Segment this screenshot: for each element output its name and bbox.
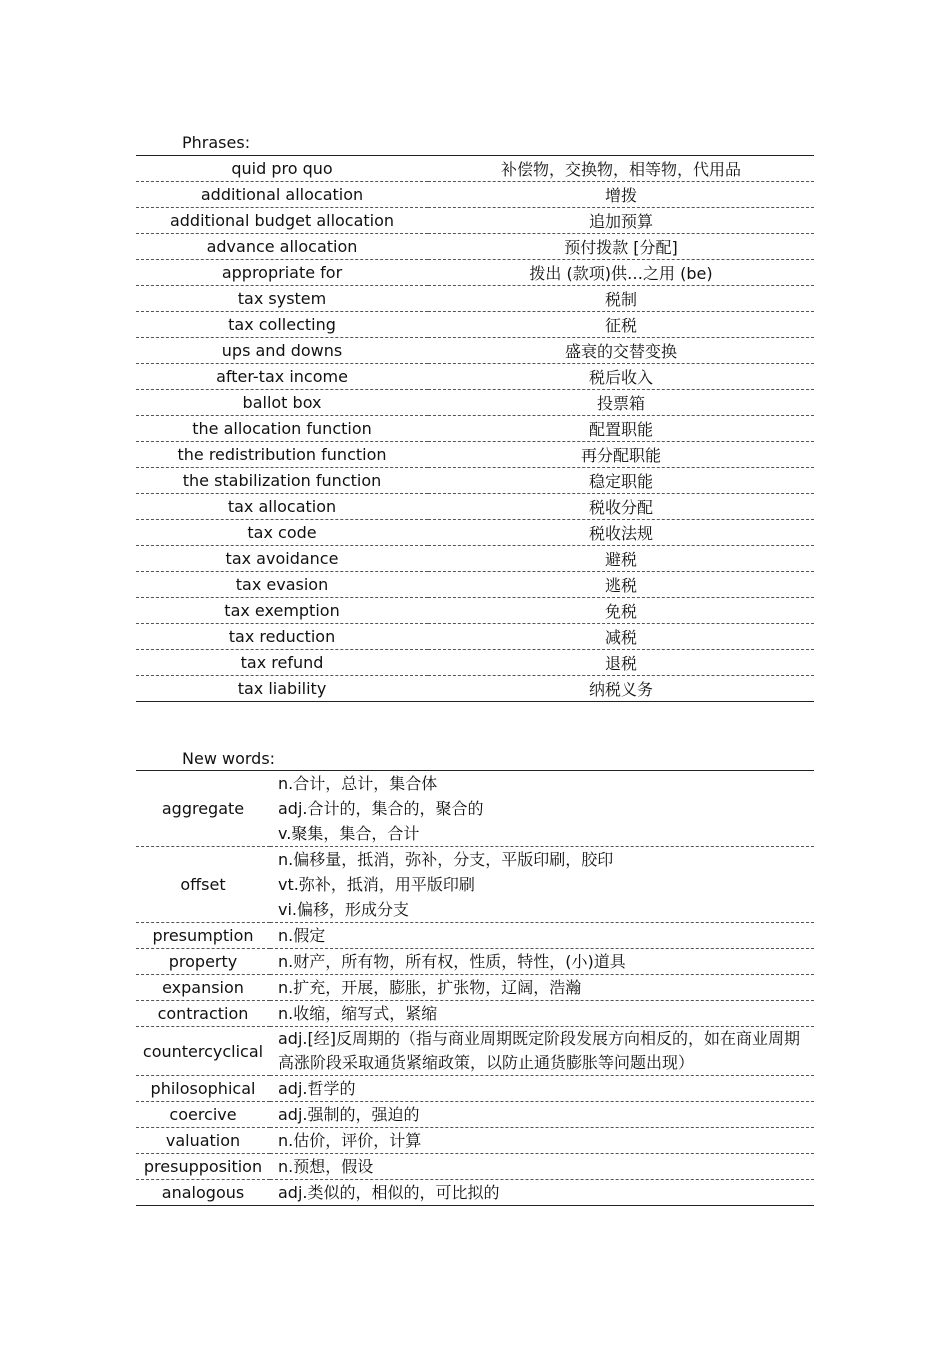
phrases-table-body bbox=[136, 156, 814, 702]
phrase-chinese: 税收法规 bbox=[428, 520, 814, 546]
word-term: philosophical bbox=[136, 1076, 270, 1102]
word-term: presumption bbox=[136, 923, 270, 949]
phrase-row bbox=[136, 286, 814, 312]
phrase-row bbox=[136, 676, 814, 702]
definition-line: n.合计，总计，集合体 bbox=[278, 774, 438, 793]
phrase-row bbox=[136, 234, 814, 260]
word-definitions bbox=[270, 847, 814, 923]
phrase-chinese: 逃税 bbox=[428, 572, 814, 598]
word-row bbox=[136, 923, 814, 949]
word-definitions bbox=[270, 1076, 814, 1102]
word-row bbox=[136, 1128, 814, 1154]
word-row bbox=[136, 1180, 814, 1206]
phrase-english: the stabilization function bbox=[136, 468, 428, 494]
phrase-english: after-tax income bbox=[136, 364, 428, 390]
definition-line: vt.弥补，抵消，用平版印刷 bbox=[278, 875, 475, 894]
definition-line: v.聚集，集合，合计 bbox=[278, 824, 420, 843]
phrase-english: tax code bbox=[136, 520, 428, 546]
phrase-chinese: 补偿物，交换物，相等物，代用品 bbox=[428, 156, 814, 182]
word-term: countercyclical bbox=[136, 1027, 270, 1076]
phrases-section-title: Phrases: bbox=[182, 133, 251, 152]
phrase-english: tax exemption bbox=[136, 598, 428, 624]
word-row bbox=[136, 949, 814, 975]
phrase-english: tax allocation bbox=[136, 494, 428, 520]
word-definitions bbox=[270, 771, 814, 847]
phrase-english: advance allocation bbox=[136, 234, 428, 260]
phrase-english: appropriate for bbox=[136, 260, 428, 286]
phrase-row bbox=[136, 598, 814, 624]
definition-line: n.扩充，开展，膨胀，扩张物，辽阔，浩瀚 bbox=[278, 978, 582, 997]
phrase-chinese: 投票箱 bbox=[428, 390, 814, 416]
definition-line: adj.强制的，强迫的 bbox=[278, 1105, 420, 1124]
phrase-chinese: 配置职能 bbox=[428, 416, 814, 442]
word-term: expansion bbox=[136, 975, 270, 1001]
word-definitions bbox=[270, 949, 814, 975]
word-row bbox=[136, 1154, 814, 1180]
word-term: aggregate bbox=[136, 771, 270, 847]
phrase-row bbox=[136, 156, 814, 182]
word-row bbox=[136, 1001, 814, 1027]
phrase-chinese: 减税 bbox=[428, 624, 814, 650]
word-row bbox=[136, 1076, 814, 1102]
definition-line: n.预想，假设 bbox=[278, 1157, 374, 1176]
definition-line: n.估价，评价，计算 bbox=[278, 1131, 422, 1150]
definition-line: n.财产，所有物，所有权，性质，特性，(小)道具 bbox=[278, 952, 626, 971]
phrase-english: tax collecting bbox=[136, 312, 428, 338]
phrase-row bbox=[136, 312, 814, 338]
definition-line: n.假定 bbox=[278, 926, 326, 945]
phrase-chinese: 免税 bbox=[428, 598, 814, 624]
phrase-chinese: 退税 bbox=[428, 650, 814, 676]
phrase-chinese: 纳税义务 bbox=[588, 680, 653, 699]
word-row bbox=[136, 847, 814, 923]
phrase-row bbox=[136, 494, 814, 520]
phrase-english: the allocation function bbox=[136, 416, 428, 442]
word-term: property bbox=[136, 949, 270, 975]
phrase-row bbox=[136, 338, 814, 364]
new-words-section-title: New words: bbox=[182, 749, 276, 768]
word-definitions bbox=[270, 1027, 814, 1076]
phrase-row bbox=[136, 182, 814, 208]
phrase-english: tax refund bbox=[136, 650, 428, 676]
phrases-table bbox=[136, 155, 814, 702]
word-row bbox=[136, 771, 814, 847]
phrase-english: the redistribution function bbox=[136, 442, 428, 468]
phrase-chinese: 税后收入 bbox=[428, 364, 814, 390]
word-term: coercive bbox=[136, 1102, 270, 1128]
phrase-english: tax evasion bbox=[136, 572, 428, 598]
phrase-english: additional allocation bbox=[136, 182, 428, 208]
phrase-chinese: 盛衰的交替变换 bbox=[428, 338, 814, 364]
phrase-chinese: 增拨 bbox=[428, 182, 814, 208]
word-definitions bbox=[270, 1128, 814, 1154]
phrase-row bbox=[136, 520, 814, 546]
word-definitions bbox=[270, 1102, 814, 1128]
word-definitions bbox=[270, 923, 814, 949]
word-row bbox=[136, 975, 814, 1001]
definition-line: adj.合计的，集合的，聚合的 bbox=[278, 799, 484, 818]
phrase-row bbox=[136, 572, 814, 598]
phrase-english: quid pro quo bbox=[136, 156, 428, 182]
phrase-row bbox=[136, 416, 814, 442]
word-definitions bbox=[270, 975, 814, 1001]
definition-line: adj.类似的，相似的，可比拟的 bbox=[278, 1183, 500, 1202]
word-term: contraction bbox=[136, 1001, 270, 1027]
phrase-english: ballot box bbox=[136, 390, 428, 416]
phrase-row bbox=[136, 650, 814, 676]
phrase-row bbox=[136, 260, 814, 286]
phrase-chinese: 征税 bbox=[428, 312, 814, 338]
word-term: offset bbox=[136, 847, 270, 923]
phrase-chinese: 再分配职能 bbox=[428, 442, 814, 468]
word-term: presupposition bbox=[136, 1154, 270, 1180]
definition-line: adj.[经]反周期的（指与商业周期既定阶段发展方向相反的，如在商业周期高涨阶段采取通货紧缩政策，以防止通货膨胀等问题出现） bbox=[278, 1029, 800, 1072]
phrase-row bbox=[136, 390, 814, 416]
phrase-row bbox=[136, 364, 814, 390]
phrase-chinese: 拨出 (款项)供…之用 (be) bbox=[428, 260, 814, 286]
phrase-english: tax system bbox=[136, 286, 428, 312]
word-term: analogous bbox=[161, 1183, 245, 1202]
word-row bbox=[136, 1027, 814, 1076]
phrase-row bbox=[136, 468, 814, 494]
phrase-chinese: 稳定职能 bbox=[428, 468, 814, 494]
phrase-english: tax liability bbox=[237, 679, 327, 698]
word-definitions bbox=[270, 1154, 814, 1180]
phrase-chinese: 税收分配 bbox=[428, 494, 814, 520]
word-row bbox=[136, 1102, 814, 1128]
definition-line: adj.哲学的 bbox=[278, 1079, 356, 1098]
new-words-table bbox=[136, 770, 814, 1206]
phrase-chinese: 税制 bbox=[428, 286, 814, 312]
phrase-english: additional budget allocation bbox=[136, 208, 428, 234]
phrase-english: ups and downs bbox=[136, 338, 428, 364]
definition-line: vi.偏移，形成分支 bbox=[278, 900, 410, 919]
word-term: valuation bbox=[136, 1128, 270, 1154]
phrase-chinese: 预付拨款 [分配] bbox=[428, 234, 814, 260]
definition-line: n.偏移量，抵消，弥补，分支，平版印刷，胶印 bbox=[278, 850, 614, 869]
phrase-row bbox=[136, 442, 814, 468]
word-definitions bbox=[270, 1180, 814, 1206]
definition-line: n.收缩，缩写式，紧缩 bbox=[278, 1004, 438, 1023]
phrase-row bbox=[136, 546, 814, 572]
phrase-english: tax reduction bbox=[136, 624, 428, 650]
phrase-chinese: 追加预算 bbox=[428, 208, 814, 234]
phrase-english: tax avoidance bbox=[136, 546, 428, 572]
phrase-row bbox=[136, 208, 814, 234]
new-words-table-body bbox=[136, 771, 814, 1206]
phrase-chinese: 避税 bbox=[428, 546, 814, 572]
word-definitions bbox=[270, 1001, 814, 1027]
phrase-row bbox=[136, 624, 814, 650]
